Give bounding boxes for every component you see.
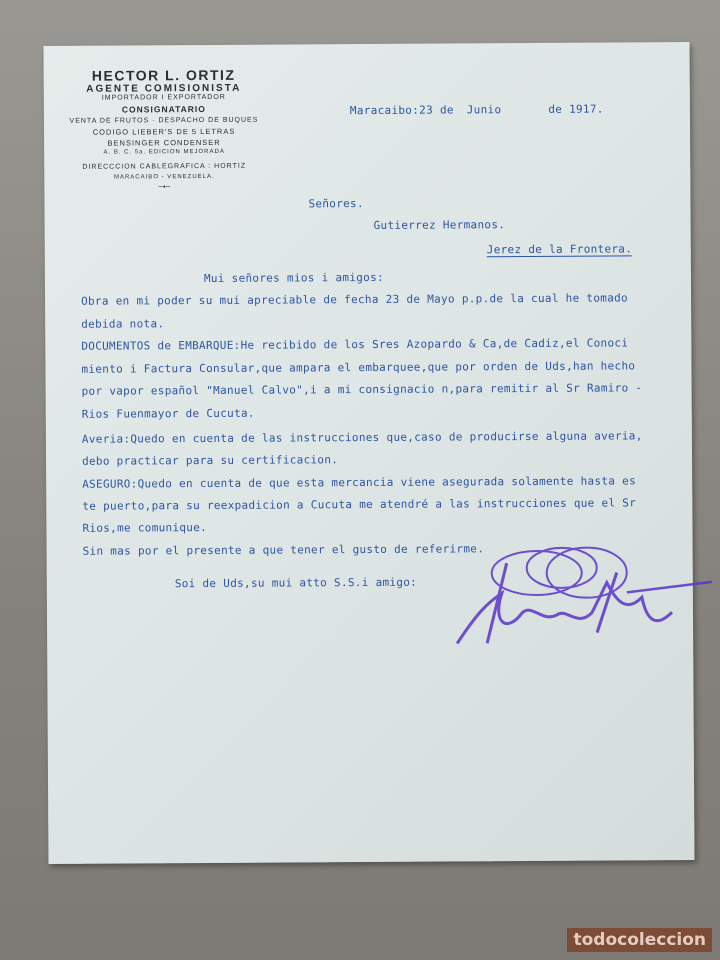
body-line: debo practicar para su certificacion. (82, 453, 339, 468)
letterhead-title: AGENTE COMISIONISTA (86, 82, 242, 95)
signature-flourish (547, 547, 627, 597)
ornament: ~•~ (158, 182, 171, 192)
letterhead-cable: DIRECCCION CABLEGRAFICA : HORTIZ (82, 162, 247, 171)
date-year: de 1917. (548, 102, 604, 116)
letterhead-line: BENSINGER CONDENSER (107, 137, 221, 148)
body-line: debida nota. (81, 317, 165, 331)
body-line: DOCUMENTOS de EMBARQUE:He recibido de los Sres Azopardo & Ca,de Cadiz,el Conoci (81, 336, 629, 353)
salutation-to: Señores. (308, 197, 364, 211)
body-line: miento i Factura Consular,que ampara el embarquee,que por orden de Uds,han hecho (81, 359, 636, 376)
recipient: Gutierrez Hermanos. (373, 218, 506, 232)
date-month: Junio (466, 103, 502, 117)
greeting: Mui señores mios i amigos: (203, 270, 384, 286)
body-line: por vapor español "Manuel Calvo",i a mi consignacio n,para remitir al Sr Ramiro - (81, 381, 643, 398)
letter-page (44, 42, 695, 864)
body-line: ASEGURO:Quedo en cuenta de que esta mercancia viene asegurada solamente hasta es (82, 474, 637, 491)
body-line: Sin mas por el presente a que tener el gusto de referirme. (82, 542, 485, 558)
body-line: Rios,me comunique. (82, 520, 208, 535)
letterhead-line: CODIGO LIEBER'S DE 5 LETRAS (92, 126, 236, 137)
letterhead-line: A. B. C. 5a. EDICION MEJORADA (103, 148, 225, 156)
date-de: de (439, 103, 454, 117)
letterhead-line: VENTA DE FRUTOS · DESPACHO DE BUQUES (69, 116, 259, 125)
signature-stroke (627, 582, 712, 593)
date-line (350, 103, 604, 118)
letterhead (64, 67, 265, 192)
closing: Soi de Uds,su mui atto S.S.i amigo: (174, 575, 418, 591)
signature (447, 542, 720, 654)
date-place: Maracaibo: (349, 103, 420, 118)
body-line: Averia:Quedo en cuenta de las instrucciones que,caso de producirse alguna averia, (81, 429, 643, 446)
letterhead-line: CONSIGNATARIO (121, 103, 206, 115)
letterhead-city: MARACAIBO - VENEZUELA. (113, 173, 215, 181)
body-line: te puerto,para su reexpadicion a Cucuta me atendré a las instrucciones que el Sr (82, 496, 637, 513)
body-line: Rios Fuenmayor de Cucuta. (81, 406, 255, 421)
date-day: 23 (419, 103, 434, 117)
letterhead-line: IMPORTADOR I EXPORTADOR (101, 93, 226, 102)
letterhead-name: HECTOR L. ORTIZ (91, 66, 236, 84)
body-line: Obra en mi poder su mui apreciable de fecha 23 de Mayo p.p.de la cual he tomado (81, 291, 628, 308)
watermark: todocoleccion (567, 928, 712, 952)
recipient-city: Jerez de la Frontera. (486, 242, 633, 257)
